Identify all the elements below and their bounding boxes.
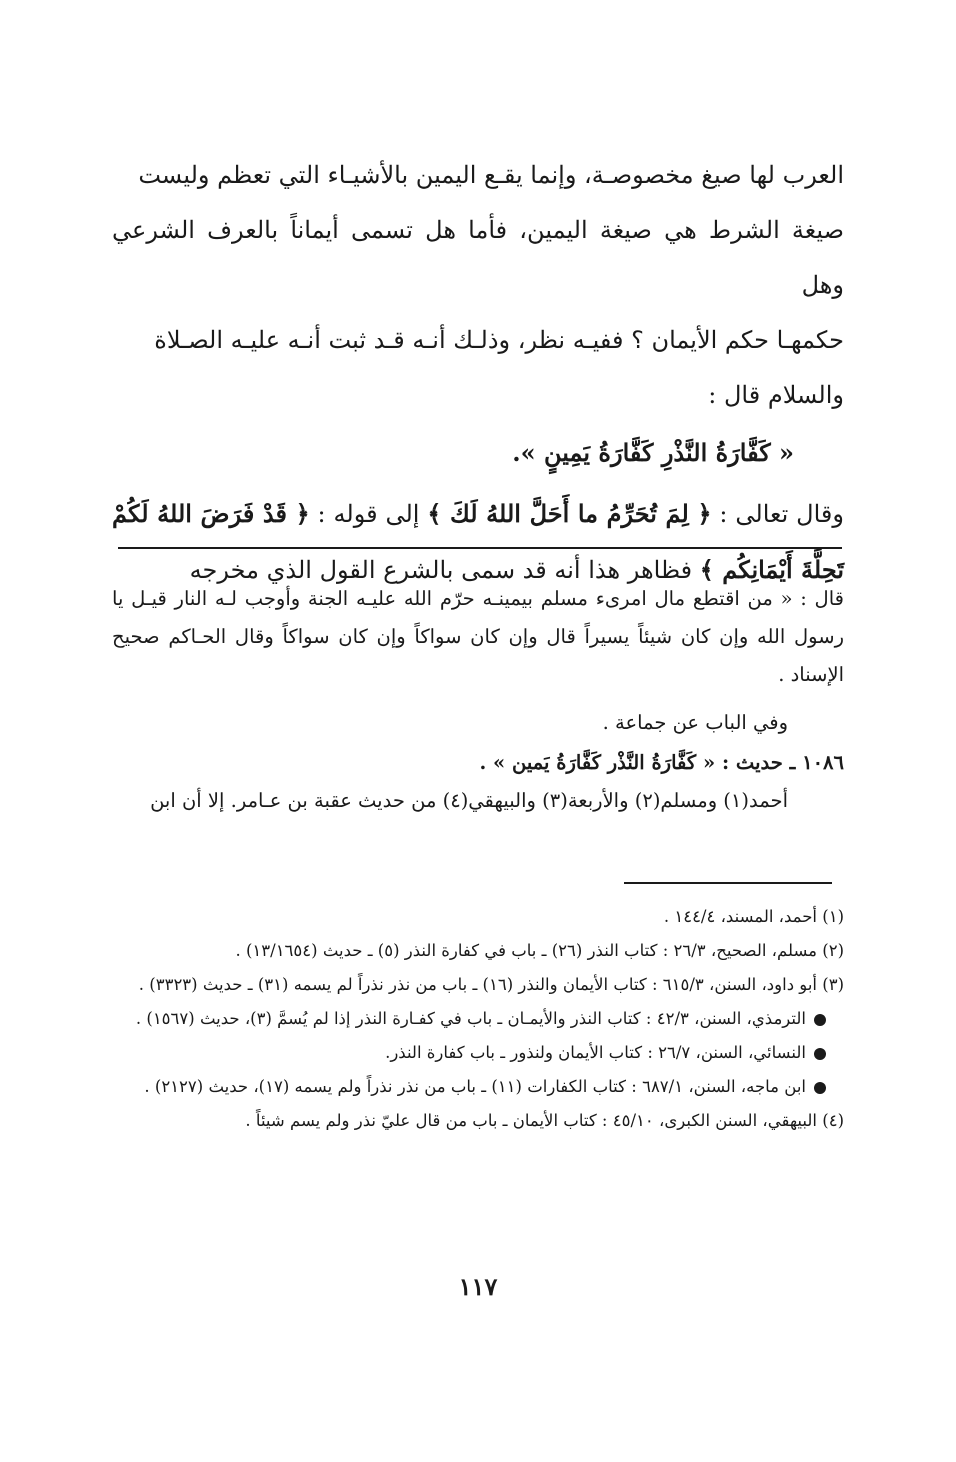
quran-verse-1: ﴿ لِمَ تُحَرِّمُ ما أَحَلَّ اللهُ لَكَ ﴾: [427, 499, 712, 528]
takhrij-paragraph-2: وفي الباب عن جماعة .: [602, 711, 788, 734]
takhrij-paragraph-3: أحمد(١) ومسلم(٢) والأربعة(٣) والبيهقي(٤) من حديث عقبة بن عـامر. إلا أن ابن: [150, 789, 788, 812]
footnotes: [112, 900, 844, 1138]
hadith-quote: « كَفَّارَةُ النَّذْرِ كَفَّارَةُ يَمِينٍ ».: [512, 438, 794, 467]
takhrij-section: [112, 580, 844, 820]
takhrij-paragraph-1: قال : « من اقتطع مال امرىء مسلم بيمينـه حرّم الله عليـه الجنة وأوجب لـه النار قيـل يا رسول الله وإن كان شيئاً يسيراً قال وإن كان سواكاً وإن كان سواكاً وقال الحـاكم صحيح الإسناد .: [112, 587, 844, 686]
bullet-icon: [814, 1082, 826, 1094]
footnote-2: (٢) مسلم، الصحيح، ٢٦/٣ : كتاب النذر (٢٦) ـ باب في كفارة النذر (٥) ـ حديث (١٣/١٦٥٤) .: [235, 941, 844, 960]
footnote-3-ibnmajah-text: ابن ماجه، السنن، ٦٨٧/١ : كتاب الكفارات (١١) ـ باب من نذر نذراً ولم يسمه (١٧)، حديث (٢١٢٧) .: [144, 1077, 806, 1096]
footnote-3-nasai: [112, 1036, 844, 1070]
page-number: ١١٧: [458, 1272, 498, 1301]
footnote-3-ibnmajah: [112, 1070, 844, 1104]
footnote-3-tirmidhi: [112, 1002, 844, 1036]
footnote-3-nasai-text: النسائي، السنن، ٢٦/٧ : كتاب الأيمان ولنذور ـ باب كفارة النذر.: [385, 1043, 806, 1062]
bullet-icon: [814, 1014, 826, 1026]
footnote-3-tirmidhi-text: الترمذي، السنن، ٤٢/٣ : كتاب النذر والأيمـان ـ باب في كفـارة النذر إذا لم يُسمَّ (٣)، حديث (١٥٦٧) .: [135, 1009, 806, 1028]
footnote-4: (٤) البيهقي، السنن الكبرى، ٤٥/١٠ : كتاب الأيمان ـ باب من قال عليّ نذر ولم يسم شيئاً .: [245, 1111, 844, 1130]
main-text: [112, 148, 844, 598]
section-divider: [118, 547, 842, 549]
main-line-4: والسلام قال :: [708, 381, 844, 409]
quran-verse-2: ﴿ قَدْ فَرَضَ اللهُ لَكُمْ تَحِلَّةَ أَيْمَانِكُم ﴾: [112, 499, 844, 584]
main-line-3: حكمهـا حكم الأيمان ؟ ففيـه نظر، وذلـك أنـه قـد ثبت أنـه عليـه الصـلاة: [154, 326, 844, 354]
footnote-1: (١) أحمد، المسند، ١٤٤/٤ .: [663, 907, 844, 926]
quote-mid: إلى قوله :: [317, 500, 420, 528]
main-line-2: صيغة الشرط هي صيغة اليمين، فأما هل تسمى أيماناً بالعرف الشرعي وهل: [112, 216, 844, 299]
bullet-icon: [814, 1048, 826, 1060]
hadith-number-heading: ١٠٨٦ ـ حديث : « كَفَّارَةُ النَّذْر كَفَّارَةُ يَمين » .: [479, 751, 844, 774]
quote-intro: وقال تعالى :: [719, 500, 844, 528]
footnote-3: (٣) أبو داود، السنن، ٦١٥/٣ : كتاب الأيمان والنذر (١٦) ـ باب من نذر نذراً لم يسمه (٣١) ـ حديث (٣٣٢٣) .: [138, 975, 844, 994]
main-line-1: العرب لها صيغ مخصوصـة، وإنما يقـع اليمين بالأشيـاء التي تعظم وليست: [138, 161, 844, 189]
footnote-divider: [624, 882, 832, 884]
quote-end: فظاهر هذا أنه قد سمى بالشرع القول الذي مخرجه: [189, 556, 693, 584]
